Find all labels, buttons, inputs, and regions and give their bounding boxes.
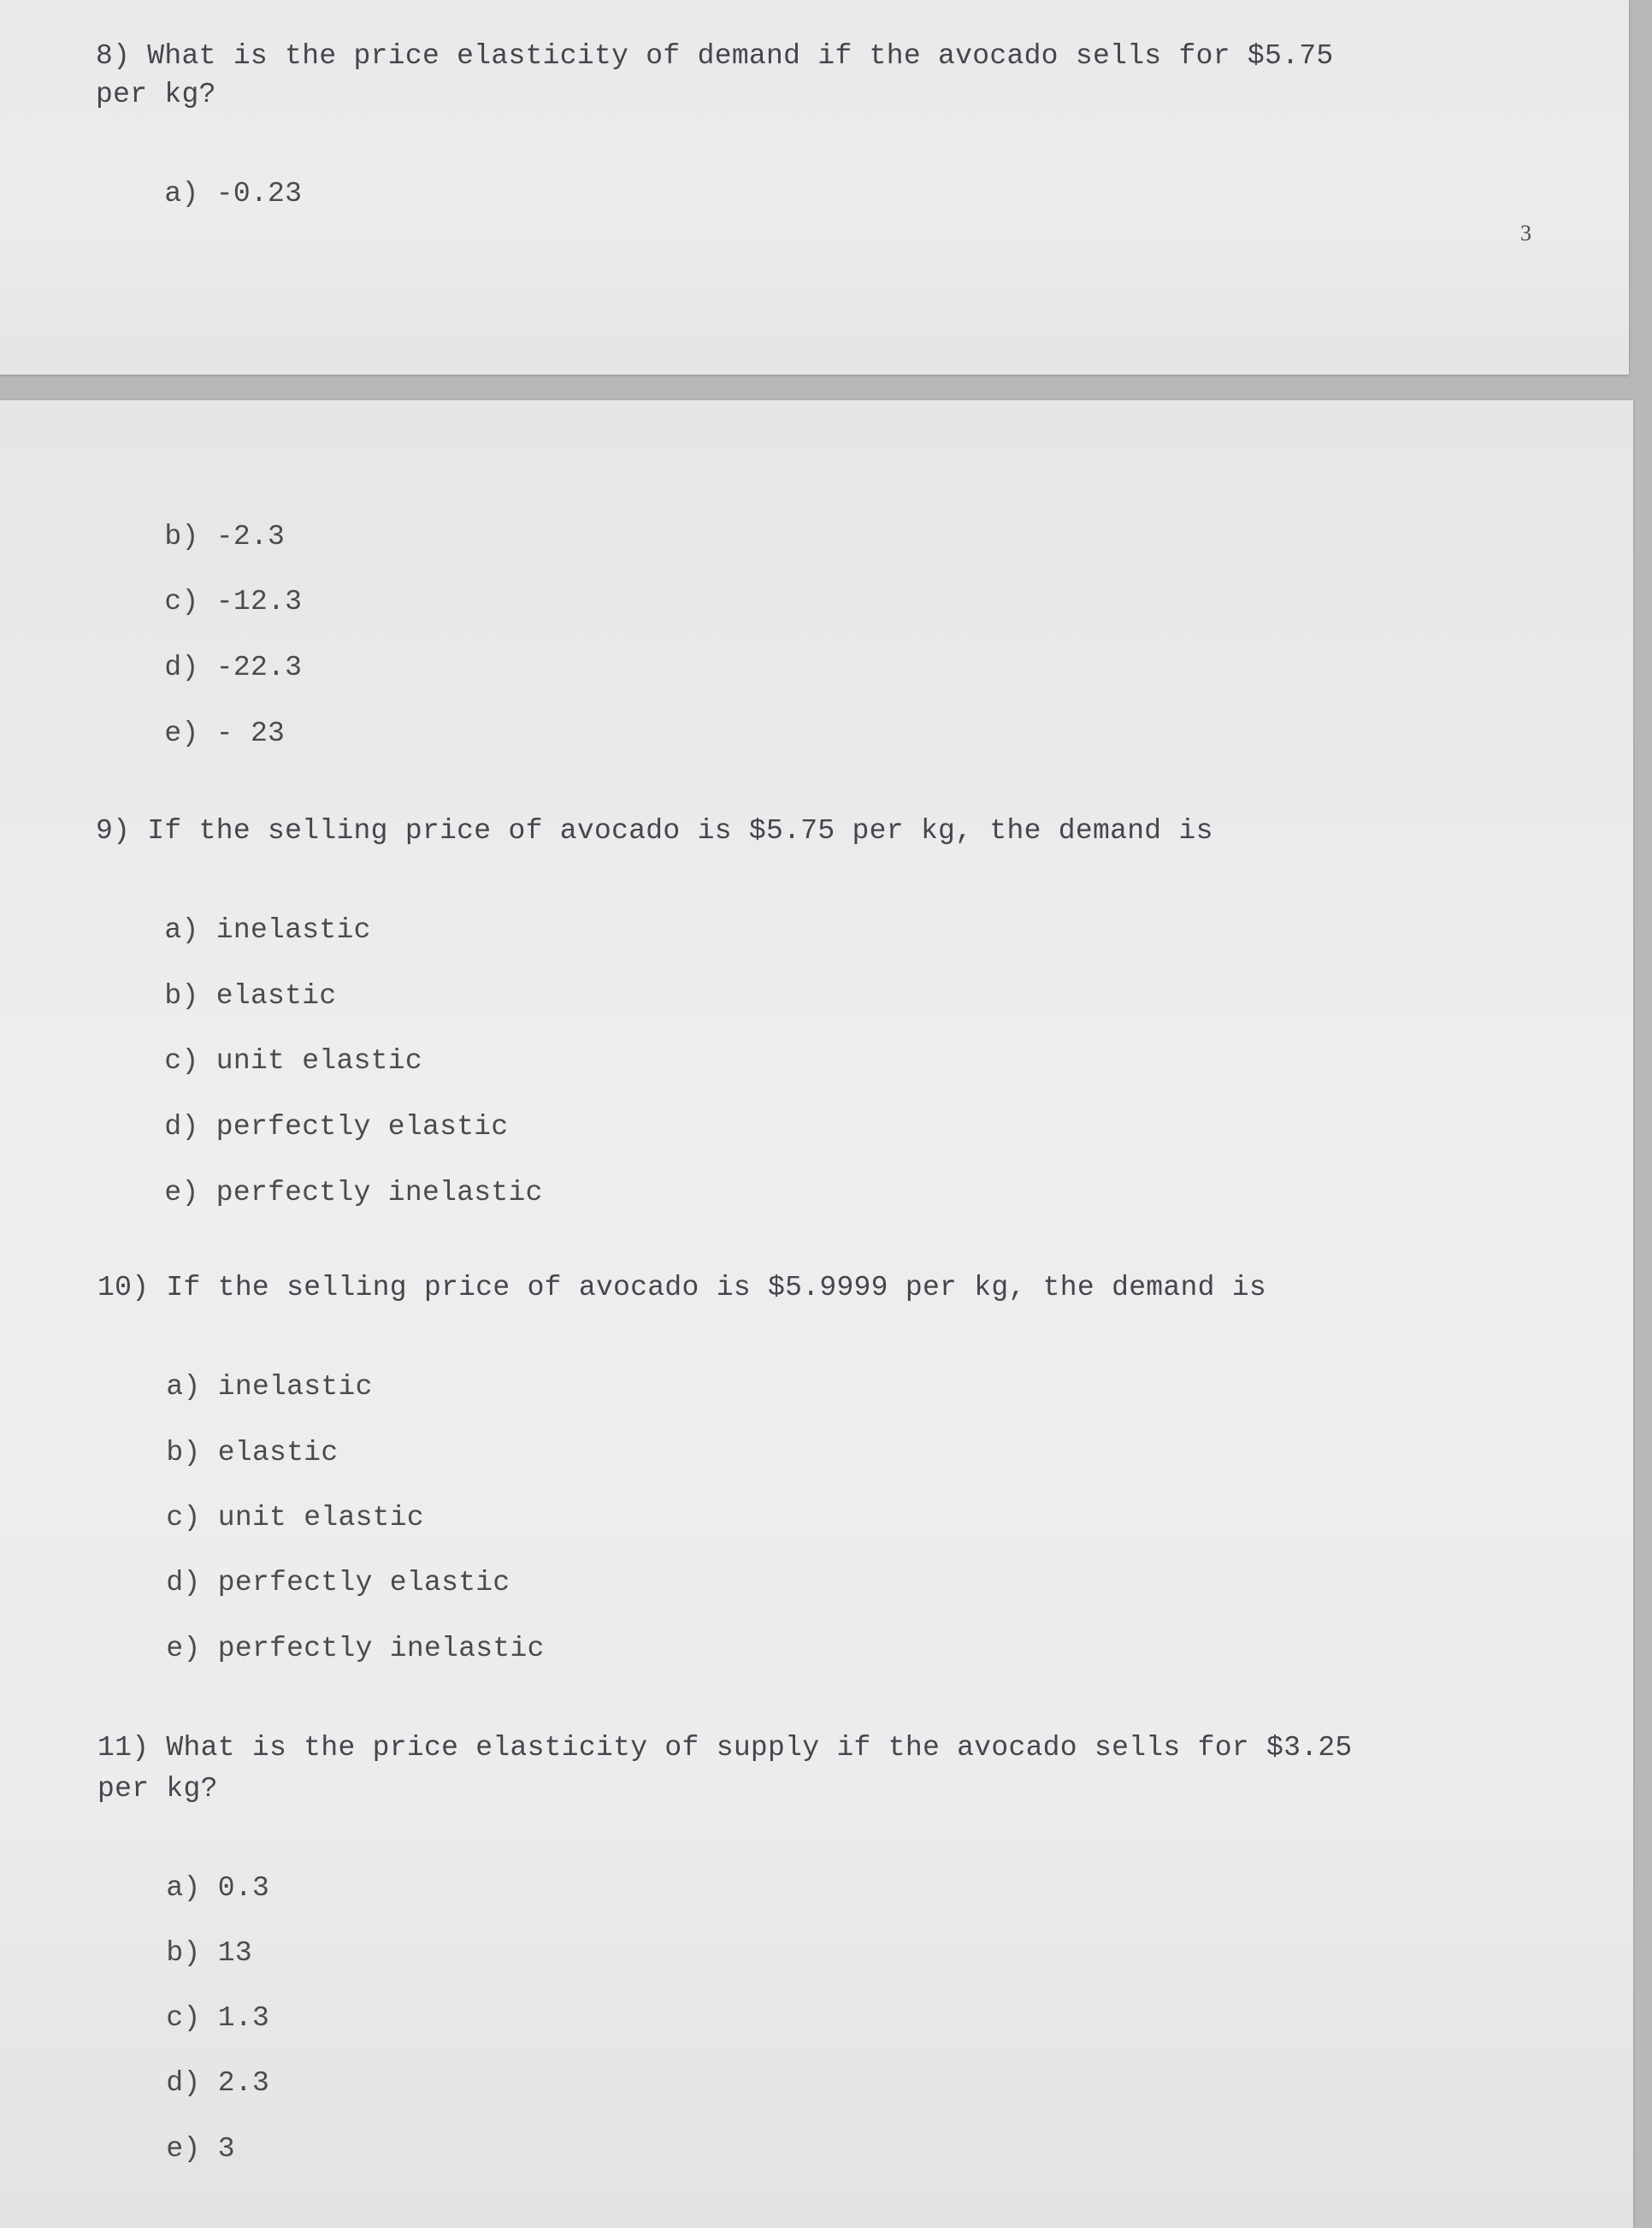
option-label: a) (164, 914, 199, 946)
option-text: -12.3 (215, 586, 303, 618)
option-text: 13 (217, 1937, 252, 1969)
option-text: unit elastic (217, 1502, 424, 1534)
option-text: - 23 (215, 718, 286, 749)
option-label: c) (166, 2002, 201, 2034)
option-text: 2.3 (217, 2067, 270, 2099)
option-label: c) (164, 586, 199, 618)
question-8-option-a (96, 143, 302, 245)
option-text: elastic (215, 980, 337, 1012)
option-label: b) (164, 521, 199, 553)
option-text: 1.3 (217, 2002, 270, 2034)
question-9-text: 9) If the selling price of avocado is $5.75 per kg, the demand is (96, 815, 1213, 847)
option-text: -2.3 (215, 521, 286, 553)
question-9-option-e (96, 1142, 543, 1244)
top-page-sheet (0, 0, 1629, 375)
option-label: d) (166, 2067, 201, 2099)
option-label: e) (166, 2133, 201, 2165)
question-10-option-e (97, 1598, 545, 1700)
option-label: a) (164, 178, 199, 210)
option-label: d) (164, 652, 199, 683)
option-text: inelastic (215, 914, 371, 946)
option-label: e) (164, 1177, 199, 1209)
option-text: perfectly inelastic (217, 1633, 545, 1664)
question-11-text-line-2: per kg? (97, 1773, 218, 1805)
option-label: b) (164, 980, 199, 1012)
question-11-text-line-1: 11) What is the price elasticity of supply if the avocado sells for $3.25 (97, 1732, 1353, 1764)
option-text: elastic (217, 1437, 339, 1469)
option-label: a) (166, 1872, 201, 1904)
question-8-text-line-2: per kg? (96, 79, 216, 110)
bottom-page-sheet (0, 400, 1633, 2228)
option-text: perfectly elastic (217, 1567, 510, 1599)
question-10-text: 10) If the selling price of avocado is $5.9999 per kg, the demand is (97, 1272, 1267, 1303)
option-label: c) (166, 1502, 201, 1534)
question-8-option-e (96, 683, 285, 785)
option-label: d) (164, 1111, 199, 1143)
option-label: b) (166, 1937, 201, 1969)
question-11-option-e (97, 2098, 235, 2201)
question-8-text-line-1: 8) What is the price elasticity of demand if the avocado sells for $5.75 (96, 40, 1334, 72)
option-text: 0.3 (217, 1872, 270, 1904)
option-text: unit elastic (215, 1045, 422, 1077)
option-label: a) (166, 1371, 201, 1403)
option-text: -0.23 (215, 178, 303, 210)
option-text: 3 (217, 2133, 235, 2165)
option-text: -22.3 (215, 652, 303, 683)
option-text: inelastic (217, 1371, 373, 1403)
option-label: c) (164, 1045, 199, 1077)
page-number: 3 (1520, 221, 1531, 245)
option-label: e) (164, 718, 199, 749)
option-label: d) (166, 1567, 201, 1599)
option-text: perfectly elastic (215, 1111, 509, 1143)
option-label: b) (166, 1437, 201, 1469)
option-label: e) (166, 1633, 201, 1664)
option-text: perfectly inelastic (215, 1177, 543, 1209)
